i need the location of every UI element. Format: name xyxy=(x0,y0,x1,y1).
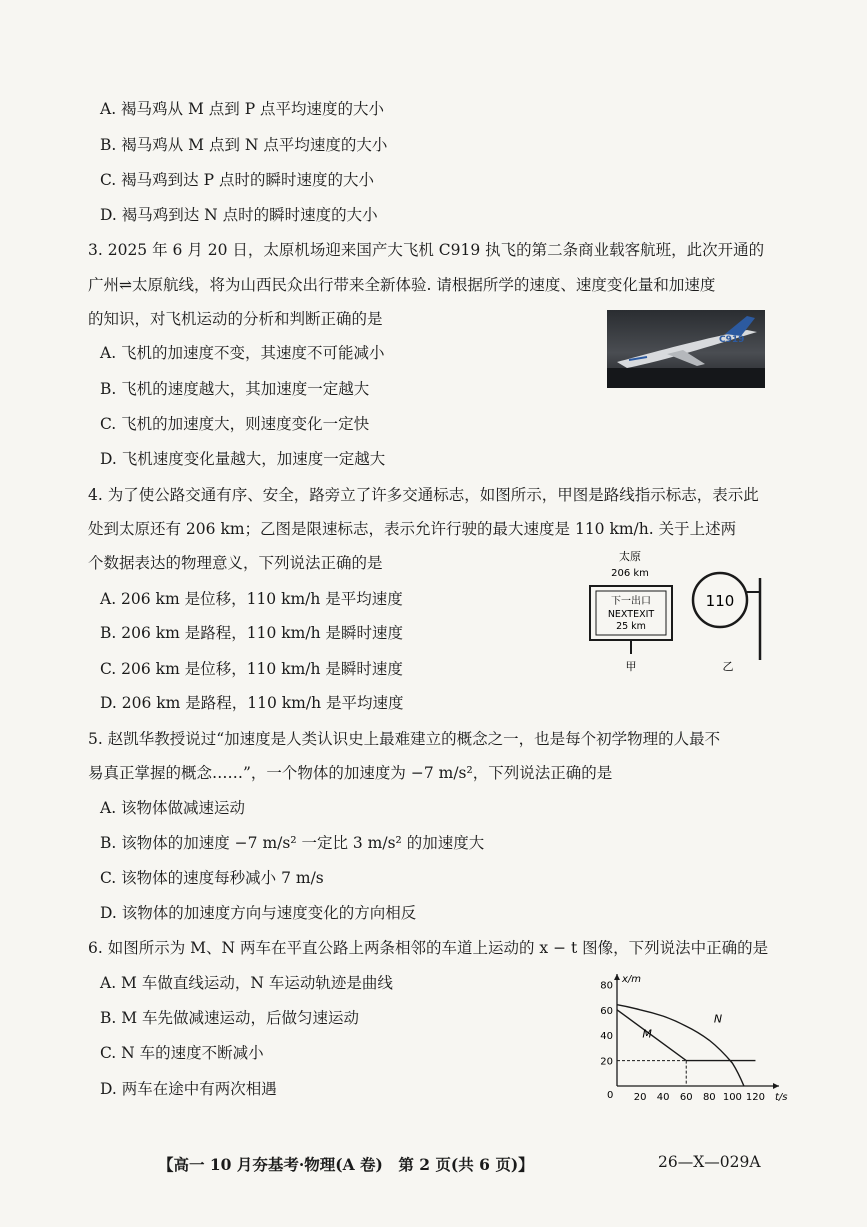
q5-stem-line1: 5. 赵凯华教授说过“加速度是人类认识史上最难建立的概念之一，也是每个初学物理的人最不 xyxy=(88,730,721,748)
q4-option-d: D. 206 km 是路程，110 km/h 是平均速度 xyxy=(100,694,404,712)
q2-option-b: B. 褐马鸡从 M 点到 N 点平均速度的大小 xyxy=(100,136,388,154)
q5-stem-line2: 易真正掌握的概念……”，一个物体的加速度为 −7 m/s²，下列说法正确的是 xyxy=(88,764,613,782)
q3-option-b: B. 飞机的速度越大，其加速度一定越大 xyxy=(100,380,370,398)
series-label-M: M xyxy=(642,1027,652,1041)
x-tick-label: 40 xyxy=(656,1092,670,1103)
plane-photo xyxy=(607,310,765,388)
x-axis-label: t/s xyxy=(775,1092,788,1103)
q4-stem-line2: 处到太原还有 206 km；乙图是限速标志，表示允许行驶的最大速度是 110 km/h. 关于上述两 xyxy=(88,520,737,538)
series-N xyxy=(617,1005,744,1086)
q5-option-c: C. 该物体的速度每秒减小 7 m/s xyxy=(100,869,324,887)
chart-series xyxy=(617,1005,755,1086)
chart-axes xyxy=(607,974,788,1103)
q6-stem: 6. 如图所示为 M、N 两车在平直公路上两条相邻的车道上运动的 x − t 图像，下列说法中正确的是 xyxy=(88,939,769,957)
origin-label: 0 xyxy=(607,1090,614,1101)
x-tick-label: 120 xyxy=(745,1092,766,1103)
series-M xyxy=(617,1010,755,1061)
plane-livery-text: C919 xyxy=(719,335,745,345)
q3-option-d: D. 飞机速度变化量越大，加速度一定越大 xyxy=(100,450,386,468)
q3-option-a: A. 飞机的加速度不变，其速度不可能减小 xyxy=(100,344,385,362)
q4-stem-line3: 个数据表达的物理意义，下列说法正确的是 xyxy=(88,554,383,572)
x-axis-arrow xyxy=(773,1083,779,1089)
q2-option-c: C. 褐马鸡到达 P 点时的瞬时速度的大小 xyxy=(100,171,374,189)
sign-jia-top2: 206 km xyxy=(611,568,649,579)
q3-option-c: C. 飞机的加速度大，则速度变化一定快 xyxy=(100,415,370,433)
q4-option-c: C. 206 km 是位移，110 km/h 是瞬时速度 xyxy=(100,660,403,678)
traffic-signs-figure xyxy=(582,548,772,678)
plane-icon xyxy=(607,310,765,388)
series-label-N: N xyxy=(713,1012,723,1026)
footer-code: 26—X—029A xyxy=(658,1153,761,1171)
y-axis-label: x/m xyxy=(622,974,642,985)
q2-option-d: D. 褐马鸡到达 N 点时的瞬时速度的大小 xyxy=(100,206,378,224)
q6-option-c: C. N 车的速度不断减小 xyxy=(100,1044,264,1062)
y-tick-label: 40 xyxy=(600,1031,613,1043)
q4-stem-line1: 4. 为了使公路交通有序、安全，路旁立了许多交通标志，如图所示，甲图是路线指示标志，表示此 xyxy=(88,486,759,504)
xt-chart xyxy=(595,968,788,1108)
y-axis-arrow xyxy=(614,974,620,980)
chart-ticks xyxy=(600,980,765,1103)
q5-option-b: B. 该物体的加速度 −7 m/s² 一定比 3 m/s² 的加速度大 xyxy=(100,834,485,852)
q5-option-a: A. 该物体做减速运动 xyxy=(100,799,246,817)
q3-stem-line3: 的知识，对飞机运动的分析和判断正确的是 xyxy=(88,310,383,328)
q5-option-d: D. 该物体的加速度方向与速度变化的方向相反 xyxy=(100,904,417,922)
sign-jia-label: 甲 xyxy=(625,660,637,673)
x-tick-label: 80 xyxy=(702,1092,716,1103)
q3-stem-line1: 3. 2025 年 6 月 20 日，太原机场迎来国产大飞机 C919 执飞的第二条商业载客航班，此次开通的 xyxy=(88,241,765,259)
x-tick-label: 60 xyxy=(679,1092,693,1103)
q6-option-a: A. M 车做直线运动，N 车运动轨迹是曲线 xyxy=(100,974,393,992)
q2-option-a: A. 褐马鸡从 M 点到 P 点平均速度的大小 xyxy=(100,100,385,118)
q6-option-d: D. 两车在途中有两次相遇 xyxy=(100,1080,277,1098)
sign-jia-box1: 下一出口 xyxy=(611,596,651,607)
y-tick-label: 60 xyxy=(600,1005,613,1017)
y-tick-label: 20 xyxy=(600,1056,613,1068)
sign-jia-box3: 25 km xyxy=(616,621,646,632)
y-tick-label: 80 xyxy=(600,980,613,992)
q6-option-b: B. M 车先做减速运动，后做匀速运动 xyxy=(100,1009,360,1027)
sign-jia xyxy=(590,549,672,673)
x-tick-label: 20 xyxy=(633,1092,647,1103)
footer-title: 【高一 10 月夯基考·物理(A 卷) 第 2 页(共 6 页)】 xyxy=(158,1155,534,1174)
sign-yi-label: 乙 xyxy=(722,660,734,673)
q4-option-b: B. 206 km 是路程，110 km/h 是瞬时速度 xyxy=(100,624,404,642)
q4-option-a: A. 206 km 是位移，110 km/h 是平均速度 xyxy=(100,590,403,608)
sign-yi xyxy=(693,573,760,673)
x-tick-label: 100 xyxy=(722,1092,742,1103)
sign-jia-box2: NEXTEXIT xyxy=(607,609,655,620)
sign-yi-speed: 110 xyxy=(705,592,735,610)
q3-stem-line2: 广州⇌太原航线，将为山西民众出行带来全新体验. 请根据所学的速度、速度变化量和加速度 xyxy=(88,276,716,294)
sign-jia-top1: 太原 xyxy=(619,550,641,563)
